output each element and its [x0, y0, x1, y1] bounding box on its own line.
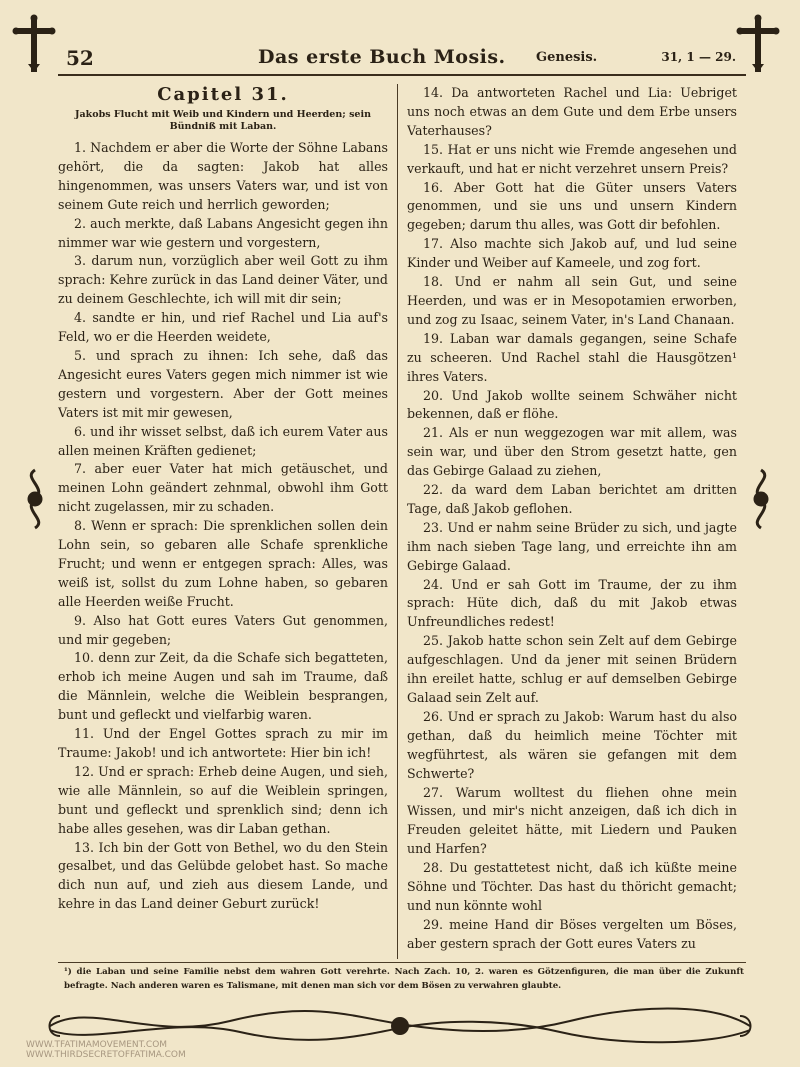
verse: 8. Wenn er sprach: Die sprenklichen sollen dein Lohn sein, so gebaren alle Schafe sprenkliche Frucht; und wenn er entgegen sprach: Alles, was weiß ist, sollst du zum Lohne haben, so gebaren alle Heerden weiße Frucht.	[58, 518, 388, 609]
verse: 19. Laban war damals gegangen, seine Schafe zu scheeren. Und Rachel stahl die Hausgötzen¹ ihres Vaters.	[407, 330, 737, 384]
scroll-ornament-icon	[744, 468, 778, 530]
verse: 16. Aber Gott hat die Güter unsers Vaters genommen, und sie uns und unsern Kindern gegeben; darum thu alles, was Gott dir befohlen.	[407, 179, 737, 233]
chapter-summary: Jakobs Flucht mit Weib und Kindern und Heerden; sein Bündniß mit Laban.	[75, 109, 371, 132]
right-column	[407, 84, 737, 964]
verse-reference: 31, 1 — 29.	[661, 50, 736, 64]
page-header	[58, 40, 746, 76]
watermark-line: WWW.THIRDSECRETOFFATIMA.COM	[26, 1050, 186, 1060]
page-number: 52	[66, 46, 94, 70]
column-divider	[397, 84, 398, 959]
verse: 18. Und er nahm all sein Gut, und seine Heerden, und was er in Mesopotamien erworben, und zog zu Isaac, seinem Vater, in's Land Chanaan.	[407, 274, 737, 327]
verse: 9. Also hat Gott eures Vaters Gut genommen, und mir gegeben;	[58, 612, 388, 647]
left-column	[58, 84, 388, 964]
verse: 23. Und er nahm seine Brüder zu sich, und jagte ihm nach sieben Tage lang, und erreichte ihn am Gebirge Galaad.	[407, 519, 737, 573]
chapter-title: Capitel 31.	[157, 84, 289, 105]
verse: 11. Und der Engel Gottes sprach zu mir im Traume: Jakob! und ich antwortete: Hier bin ich!	[58, 726, 388, 760]
footnote: ¹) die Laban und seine Familie nebst dem wahren Gott verehrte. Nach Zach. 10, 2. waren es Götzenfiguren, die man über die Zukunft befragte. Nach anderen waren es Talismane, mit denen man sich vor dem Bösen zu verwahren glaubte.	[64, 967, 744, 991]
verse: 28. Du gestattetest nicht, daß ich küßte meine Söhne und Töchter. Das hast du thöricht gemacht; und nun könnte wohl	[407, 860, 737, 913]
footnote-divider	[58, 962, 746, 963]
verse: 10. denn zur Zeit, da die Schafe sich begatteten, erhob ich meine Augen und sah im Traume, daß die Männlein, welche die Weiblein besprangen, bunt und gefleckt und vielfarbig waren.	[58, 650, 388, 723]
verse: 21. Als er nun weggezogen war mit allem, was sein war, und über den Strom gesetzt hatte, gen das Gebirge Galaad zu ziehen,	[407, 425, 737, 479]
verse: 13. Ich bin der Gott von Bethel, wo du den Stein gesalbet, und das Gelübde gelobet hast. So mache dich nun auf, und zieh aus diesem Lande, und kehre in das Land deiner Geburt zurück!	[58, 839, 388, 912]
verse: 12. Und er sprach: Erheb deine Augen, und sieh, wie alle Männlein, so auf die Weiblein springen, bunt und gefleckt und sprenklich sind; denn ich habe alles gesehen, was dir Laban gethan.	[58, 763, 388, 836]
verse: 3. darum nun, vorzüglich aber weil Gott zu ihm sprach: Kehre zurück in das Land deiner Väter, und zu deinem Geschlechte, ich will mit dir sein;	[58, 253, 388, 307]
verse: 14. Da antworteten Rachel und Lia: Uebriget uns noch etwas an dem Gute und dem Erbe unsers Vaterhauses?	[407, 85, 737, 138]
watermark	[26, 1040, 186, 1060]
verse: 2. auch merkte, daß Labans Angesicht gegen ihn nimmer war wie gestern und vorgestern,	[58, 215, 388, 250]
bottom-flourish-icon	[30, 996, 770, 1046]
verse: 22. da ward dem Laban berichtet am dritten Tage, daß Jakob geflohen.	[407, 482, 737, 516]
scroll-ornament-icon	[18, 468, 52, 530]
verse: 17. Also machte sich Jakob auf, und lud seine Kinder und Weiber auf Kameele, und zog fort.	[407, 236, 737, 271]
verse: 6. und ihr wisset selbst, daß ich eurem Vater aus allen meinen Kräften gedienet;	[58, 423, 388, 458]
ornamental-cross-icon	[12, 14, 56, 74]
verse: 1. Nachdem er aber die Worte der Söhne Labans gehört, die da sagten: Jakob hat alles hingenommen, was unsers Vaters war, und ist von seinem Gute reich und herrlich geworden;	[58, 140, 388, 212]
verse: 5. und sprach zu ihnen: Ich sehe, daß das Angesicht eures Vaters gegen mich nimmer ist wie gestern und vorgestern. Aber der Gott meines Vaters ist mit mir gewesen,	[58, 347, 388, 420]
watermark-line: WWW.TFATIMAMOVEMENT.COM	[26, 1040, 168, 1050]
verse: 29. meine Hand dir Böses vergelten um Böses, aber gestern sprach der Gott eures Vaters zu	[407, 916, 737, 951]
verse: 15. Hat er uns nicht wie Fremde angesehen und verkauft, und hat er nicht verzehret unsern Preis?	[407, 141, 737, 176]
verse: 4. sandte er hin, und rief Rachel und Lia auf's Feld, wo er die Heerden weidete,	[58, 310, 388, 345]
verse: 26. Und er sprach zu Jakob: Warum hast du also gethan, daß du heimlich meine Töchter mit wegführtest, als wären sie gefangen mit dem Schwerte?	[407, 708, 737, 781]
book-name: Genesis.	[536, 50, 598, 65]
verse: 7. aber euer Vater hat mich getäuschet, und meinen Lohn geändert zehnmal, obwohl ihm Gott nicht zugelassen, mir zu schaden.	[58, 461, 388, 515]
verse: 27. Warum wolltest du fliehen ohne mein Wissen, und mir's nicht anzeigen, daß ich dich in Freuden geleitet hätte, mit Liedern und Pauken und Harfen?	[407, 784, 737, 857]
verse: 20. Und Jakob wollte seinem Schwäher nicht bekennen, daß er flöhe.	[407, 387, 737, 422]
verse: 25. Jakob hatte schon sein Zelt auf dem Gebirge aufgeschlagen. Und da jener mit seinen Brüdern ihn ereilet hatte, schlug er auf demselben Gebirge Galaad sein Zelt auf.	[407, 633, 737, 705]
verse: 24. Und er sah Gott im Traume, der zu ihm sprach: Hüte dich, daß du mit Jakob etwas Unfreundliches redest!	[407, 576, 737, 630]
page-title: Das erste Buch Mosis.	[258, 46, 506, 68]
